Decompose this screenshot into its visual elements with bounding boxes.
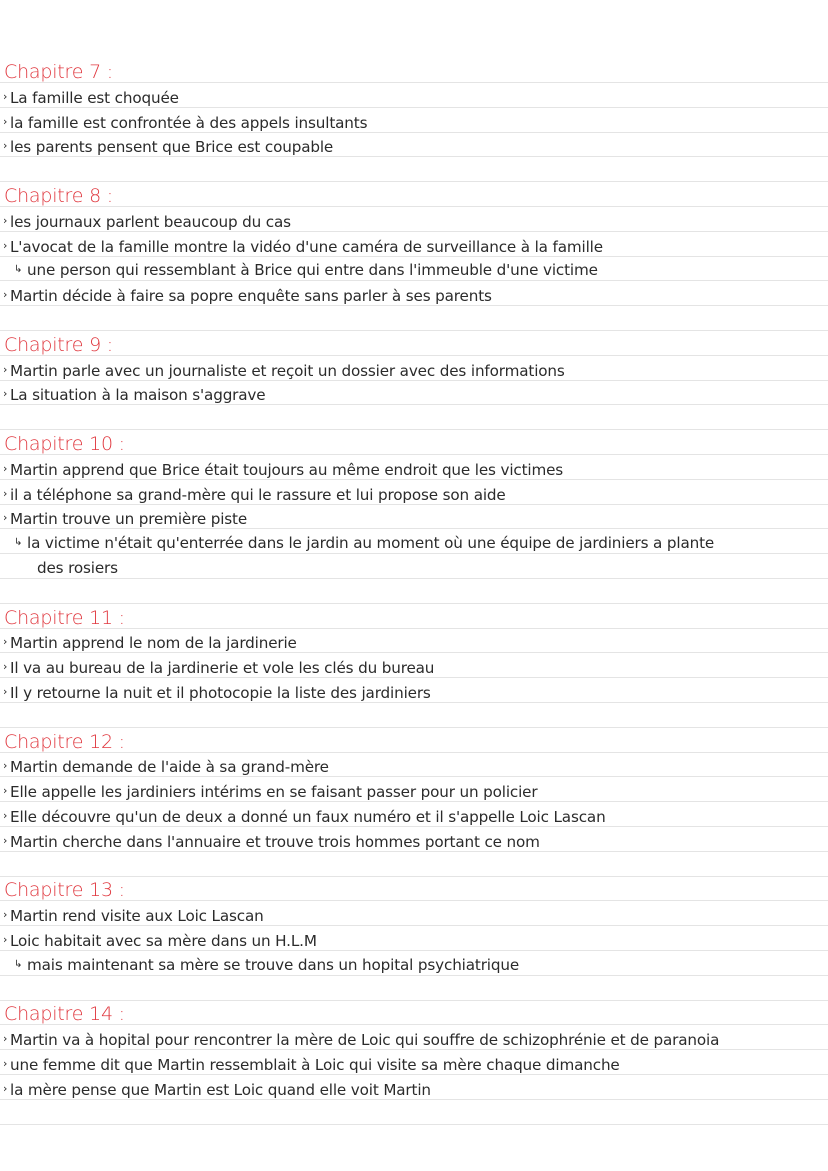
chapter-heading: Chapitre 7 :: [4, 61, 113, 83]
bullet-chevron-icon: ›: [3, 238, 8, 252]
bullet-chevron-icon: ›: [3, 288, 8, 302]
item-text: la victime n'était qu'enterrée dans le jardin au moment où une équipe de jardiniers a plante: [27, 534, 715, 553]
bullet-item: [0, 928, 828, 952]
bullet-chevron-icon: ›: [3, 387, 8, 401]
bullet-chevron-icon: ›: [3, 809, 8, 822]
item-text: mais maintenant sa mère se trouve dans un hopital psychiatrique: [27, 955, 520, 974]
bullet-item: [0, 283, 828, 307]
bullet-item: [0, 779, 828, 803]
bullet-chevron-icon: ›: [3, 1032, 8, 1046]
chapter-heading: Chapitre 13 :: [4, 879, 125, 902]
bullet-item: [0, 85, 828, 109]
bullet-chevron-icon: ›: [3, 759, 8, 773]
bullet-item: [0, 754, 828, 778]
item-text: Martin va à hopital pour rencontrer la mère de Loic qui souffre de schizophrénie et de paranoia: [10, 1031, 720, 1050]
bullet-item: [0, 382, 828, 406]
item-text: les parents pensent que Brice est coupable: [10, 138, 334, 157]
chapter-heading: Chapitre 14 :: [4, 1003, 125, 1026]
bullet-chevron-icon: ›: [3, 1057, 8, 1070]
bullet-chevron-icon: ›: [3, 213, 8, 227]
bullet-item: [0, 358, 828, 382]
bullet-chevron-icon: ›: [3, 1081, 8, 1095]
item-text: Martin parle avec un journaliste et reçoit un dossier avec des informations: [10, 361, 565, 380]
ruled-line: [0, 1000, 828, 1001]
bullet-chevron-icon: ›: [3, 784, 8, 798]
chapter-heading: Chapitre 11 :: [4, 606, 125, 629]
bullet-item: [0, 134, 828, 158]
bullet-chevron-icon: ›: [3, 362, 8, 376]
ruled-line: [0, 727, 828, 728]
bullet-item: [0, 110, 828, 134]
bullet-chevron-icon: ›: [3, 511, 8, 525]
item-text: La famille est choquée: [10, 88, 179, 107]
item-text: les journaux parlent beaucoup du cas: [10, 212, 291, 231]
bullet-item: [0, 234, 828, 258]
sub-arrow-icon: ↳: [14, 264, 23, 276]
bullet-chevron-icon: ›: [3, 660, 8, 674]
chapter-heading: Chapitre 9 :: [4, 333, 113, 356]
sub-item: [0, 531, 828, 555]
item-text: Martin décide à faire sa popre enquête sans parler à ses parents: [10, 287, 492, 306]
bullet-item: [0, 829, 828, 853]
item-text: la famille est confrontée à des appels insultants: [10, 113, 368, 132]
item-text: des rosiers: [37, 559, 118, 577]
sub-item: [0, 258, 828, 282]
bullet-chevron-icon: ›: [3, 114, 8, 128]
bullet-chevron-icon: ›: [3, 461, 8, 475]
item-text: une femme dit que Martin ressemblait à Loic qui visite sa mère chaque dimanche: [10, 1056, 620, 1074]
bullet-item: [0, 655, 828, 679]
ruled-line: [0, 603, 828, 604]
ruled-line: [0, 429, 828, 430]
bullet-chevron-icon: ›: [3, 89, 8, 103]
sub-arrow-icon: ↳: [14, 537, 23, 549]
item-text: il a téléphone sa grand-mère qui le rassure et lui propose son aide: [10, 485, 506, 504]
bullet-item: [0, 1027, 828, 1051]
bullet-item: [0, 630, 828, 654]
item-text: Il va au bureau de la jardinerie et vole les clés du bureau: [10, 659, 435, 678]
item-text: Martin cherche dans l'annuaire et trouve trois hommes portant ce nom: [10, 832, 540, 851]
item-text: Elle appelle les jardiniers intérims en se faisant passer pour un policier: [10, 783, 538, 802]
bullet-item: [0, 1052, 828, 1076]
bullet-chevron-icon: ›: [3, 685, 8, 698]
item-text: La situation à la maison s'aggrave: [10, 386, 266, 405]
item-text: Martin trouve un première piste: [10, 510, 248, 529]
bullet-item: [0, 680, 828, 704]
ruled-line: [0, 181, 828, 182]
bullet-chevron-icon: ›: [3, 139, 8, 153]
bullet-item: [0, 482, 828, 506]
bullet-chevron-icon: ›: [3, 933, 8, 946]
bullet-item: [0, 457, 828, 481]
chapter-heading: Chapitre 10 :: [4, 433, 125, 455]
ruled-line: [0, 330, 828, 331]
sub-item: [0, 953, 828, 977]
item-text: Martin apprend le nom de la jardinerie: [10, 634, 297, 653]
bullet-chevron-icon: ›: [3, 486, 8, 500]
bullet-item: [0, 903, 828, 927]
bullet-chevron-icon: ›: [3, 635, 8, 649]
item-text: Martin demande de l'aide à sa grand-mère: [10, 758, 329, 777]
bullet-item: [0, 209, 828, 233]
bullet-item: [0, 506, 828, 530]
item-text: une person qui ressemblant à Brice qui entre dans l'immeuble d'une victime: [27, 261, 598, 280]
ruled-line: [0, 876, 828, 877]
bullet-item: [0, 1077, 828, 1101]
bullet-item: [0, 804, 828, 828]
item-text: Martin rend visite aux Loic Lascan: [10, 907, 264, 926]
bullet-chevron-icon: ›: [3, 908, 8, 922]
continuation-line: [0, 556, 828, 580]
item-text: Loic habitait avec sa mère dans un H.L.M: [10, 932, 317, 950]
item-text: Il y retourne la nuit et il photocopie la liste des jardiniers: [10, 684, 431, 702]
ruled-line: [0, 1124, 828, 1125]
item-text: la mère pense que Martin est Loic quand elle voit Martin: [10, 1080, 431, 1099]
bullet-chevron-icon: ›: [3, 833, 8, 847]
item-text: Martin apprend que Brice était toujours au même endroit que les victimes: [10, 460, 564, 479]
chapter-heading: Chapitre 8 :: [4, 185, 113, 207]
chapter-heading: Chapitre 12 :: [4, 730, 125, 753]
item-text: L'avocat de la famille montre la vidéo d'une caméra de surveillance à la famille: [10, 237, 603, 256]
item-text: Elle découvre qu'un de deux a donné un faux numéro et il s'appelle Loic Lascan: [10, 808, 606, 826]
sub-arrow-icon: ↳: [14, 958, 23, 970]
